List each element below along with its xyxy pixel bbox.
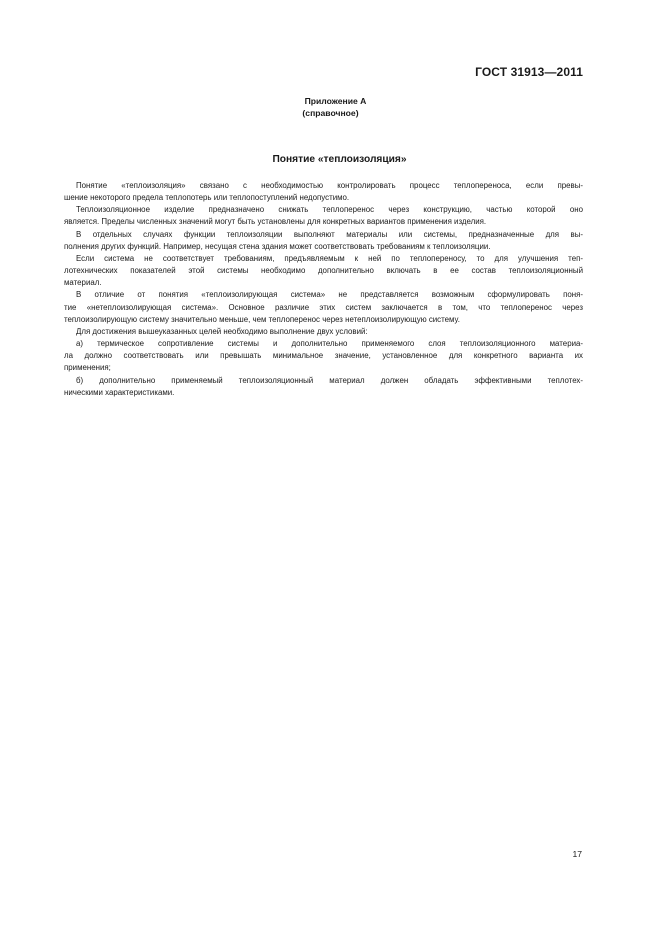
paragraph	[64, 375, 583, 399]
text-line: Для достижения вышеуказанных целей необходимо выполнение двух условий:	[76, 326, 368, 336]
paragraph	[64, 338, 583, 374]
text-line: тие «нетеплоизолирующая система». Основное различие этих систем заключается в том, что теплоперенос через	[64, 302, 583, 312]
text-line: применения;	[64, 363, 111, 373]
body-text	[64, 180, 583, 399]
text-line: В отдельных случаях функции теплоизоляции выполняют материалы или системы, предназначенные для вы-	[76, 229, 583, 239]
text-line: В отличие от понятия «теплоизолирующая система» не представляется возможным сформулировать поня-	[76, 290, 583, 300]
annex-heading	[0, 95, 661, 119]
annex-title: Приложение А	[304, 96, 367, 106]
annex-subtitle: (справочное)	[302, 108, 359, 118]
text-line: лотехнических показателей этой системы необходимо дополнительно включать в ее состав теплоизоляционный	[64, 266, 583, 276]
text-line: материал.	[64, 278, 102, 288]
paragraph	[64, 253, 583, 289]
text-line: а) термическое сопротивление системы и дополнительно применяемого слоя теплоизоляционного материа-	[76, 339, 583, 349]
text-line: является. Пределы численных значений могут быть установлены для конкретных вариантов применения изделия.	[64, 217, 487, 227]
paragraph	[64, 326, 583, 338]
paragraph	[64, 180, 583, 204]
text-line: Теплоизоляционное изделие предназначено снижать теплоперенос через конструкцию, частью которой оно	[76, 205, 583, 215]
paragraph	[64, 229, 583, 253]
text-line: Если система не соответствует требованиям, предъявляемым к ней по теплопереносу, то для улучшения теп-	[76, 253, 583, 263]
text-line: ла должно соответствовать или превышать минимальное значение, установленное для конкретного варианта их	[64, 351, 583, 361]
text-line: шение некоторого предела теплопотерь или теплопоступлений недопустимо.	[64, 193, 350, 203]
text-line: полнения других функций. Например, несущая стена здания может соответствовать требованиям к теплоизоляции.	[64, 241, 491, 251]
text-line: теплоизолирующую систему значительно меньше, чем теплоперенос через нетеплоизолирующую систему.	[64, 314, 460, 324]
page-number: 17	[572, 849, 582, 859]
paragraph	[64, 289, 583, 325]
section-title: Понятие «теплоизоляция»	[272, 154, 407, 165]
text-line: б) дополнительно применяемый теплоизоляционный материал должен обладать эффективными теплотех-	[76, 375, 583, 385]
paragraph	[64, 204, 583, 228]
text-line: ническими характеристиками.	[64, 387, 175, 397]
text-line: Понятие «теплоизоляция» связано с необходимостью контролировать процесс теплопереноса, если превы-	[76, 181, 583, 190]
document-code: ГОСТ 31913—2011	[475, 65, 583, 79]
